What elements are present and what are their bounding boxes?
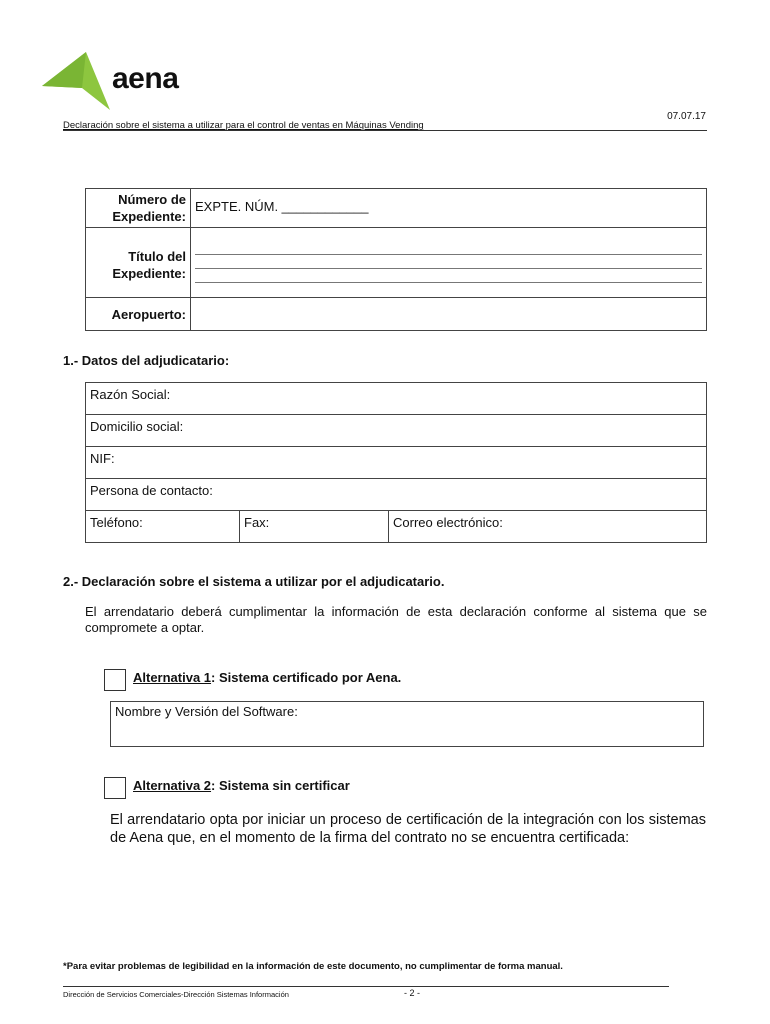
alternativa1-label: Alternativa 1 — [133, 670, 212, 685]
titulo-field[interactable] — [191, 228, 707, 298]
titulo-line — [195, 272, 702, 283]
razon-social-field[interactable]: Razón Social: — [86, 383, 707, 415]
aena-logo — [42, 48, 192, 118]
software-label: Nombre y Versión del Software: — [115, 704, 298, 719]
domicilio-field[interactable]: Domicilio social: — [86, 415, 707, 447]
software-field[interactable] — [110, 701, 704, 747]
aeropuerto-label: Aeropuerto: — [86, 298, 191, 331]
section2-intro: El arrendatario deberá cumplimentar la información de esta declaración conforme al sistema que se compromete a optar. — [85, 604, 707, 635]
expediente-table — [85, 188, 707, 331]
persona-contacto-field[interactable]: Persona de contacto: — [86, 479, 707, 511]
header-divider — [63, 130, 707, 131]
alternativa1-text: : Sistema certificado por Aena. — [211, 670, 402, 685]
page-number: - 2 - — [404, 988, 421, 998]
section1-heading: 1.- Datos del adjudicatario: — [63, 353, 230, 368]
footer-divider — [63, 986, 669, 987]
alternativa1-checkbox[interactable] — [104, 669, 126, 691]
aeropuerto-row — [86, 298, 707, 331]
alternativa1-title — [133, 670, 401, 685]
alternativa2-checkbox[interactable] — [104, 777, 126, 799]
numero-field[interactable] — [191, 189, 707, 228]
fax-field[interactable]: Fax: — [240, 511, 389, 543]
nif-field[interactable]: NIF: — [86, 447, 707, 479]
alternativa2-body: El arrendatario opta por iniciar un proceso de certificación de la integración con los sistemas de Aena que, en el momento de la firma del contrato no se encuentra certificada: — [110, 812, 706, 846]
titulo-line — [195, 244, 702, 255]
legibility-note: *Para evitar problemas de legibilidad en la información de este documento, no cumplimentar de forma manual. — [63, 961, 563, 972]
aeropuerto-field[interactable] — [191, 298, 707, 331]
telefono-field[interactable]: Teléfono: — [86, 511, 240, 543]
document-title: Declaración sobre el sistema a utilizar para el control de ventas en Máquinas Vending — [63, 120, 424, 131]
numero-row — [86, 189, 707, 228]
titulo-label: Título del Expediente: — [86, 228, 191, 298]
logo-wordmark: aena — [112, 62, 179, 95]
adjudicatario-table — [85, 382, 707, 543]
alternativa2-title — [133, 778, 350, 793]
alternativa2-text: : Sistema sin certificar — [211, 778, 350, 793]
alternativa2-label: Alternativa 2 — [133, 778, 212, 793]
footer-department: Dirección de Servicios Comerciales-Dirección Sistemas Información — [63, 990, 289, 999]
numero-value: EXPTE. NÚM. ____________ — [195, 199, 369, 214]
correo-field[interactable]: Correo electrónico: — [389, 511, 707, 543]
document-date: 07.07.17 — [667, 111, 706, 122]
numero-label: Número de Expediente: — [86, 189, 191, 228]
titulo-line — [195, 258, 702, 269]
aena-logo-icon — [42, 48, 112, 118]
section2-heading: 2.- Declaración sobre el sistema a utilizar por el adjudicatario. — [63, 574, 445, 589]
titulo-row — [86, 228, 707, 298]
